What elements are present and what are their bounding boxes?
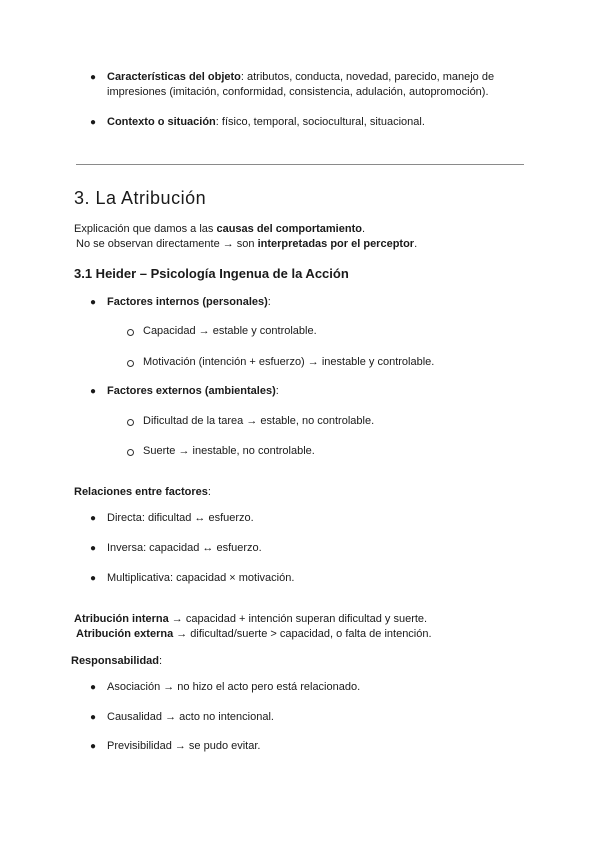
intro-line-1 bbox=[74, 222, 365, 237]
intro-bold: causas del comportamiento bbox=[216, 223, 362, 235]
responsibility-heading-bold: Responsabilidad bbox=[71, 655, 160, 667]
heading-suffix: : bbox=[207, 486, 211, 498]
bullet-dot: ● bbox=[90, 117, 97, 128]
intro-text: No se observan directamente → son bbox=[76, 238, 258, 250]
bullet-dot: ● bbox=[90, 297, 97, 308]
internal-attribution bbox=[74, 612, 427, 627]
external-attribution bbox=[76, 627, 432, 642]
bullet-dot: ● bbox=[90, 513, 97, 524]
list-item: Directa: dificultad ↔ esfuerzo. bbox=[107, 512, 254, 524]
list-item bbox=[107, 115, 425, 130]
term-context: Contexto o situación bbox=[107, 116, 216, 128]
intro-line-2 bbox=[76, 237, 417, 252]
list-item: Previsibilidad → se pudo evitar. bbox=[107, 740, 261, 752]
internal-attribution-text: → capacidad + intención superan dificultad y suerte. bbox=[168, 613, 428, 625]
horizontal-divider bbox=[76, 164, 524, 165]
intro-bold: interpretadas por el perceptor bbox=[257, 238, 415, 250]
item-text-continued: impresiones (imitación, conformidad, consistencia, adulación, autopromoción). bbox=[107, 86, 489, 98]
relations-heading bbox=[74, 485, 211, 500]
item-text: : físico, temporal, sociocultural, situacional. bbox=[215, 116, 425, 128]
responsibility-heading bbox=[71, 654, 162, 669]
group-label-external bbox=[107, 384, 279, 399]
term-object-characteristics: Características del objeto bbox=[107, 71, 241, 83]
external-attribution-text: → dificultad/suerte > capacidad, o falta de intención. bbox=[173, 628, 432, 640]
group-label-internal bbox=[107, 295, 271, 310]
group-label-suffix: : bbox=[267, 296, 271, 308]
bullet-dot: ● bbox=[90, 712, 97, 723]
list-item: Capacidad → estable y controlable. bbox=[143, 325, 317, 337]
circle-bullet bbox=[127, 449, 134, 456]
bullet-dot: ● bbox=[90, 72, 97, 83]
external-attribution-bold: Atribución externa bbox=[76, 628, 174, 640]
bullet-dot: ● bbox=[90, 682, 97, 693]
circle-bullet bbox=[127, 360, 134, 367]
list-item: Dificultad de la tarea → estable, no controlable. bbox=[143, 415, 375, 427]
intro-text: . bbox=[361, 223, 366, 235]
intro-text: Explicación que damos a las bbox=[74, 223, 217, 235]
list-item: Causalidad → acto no intencional. bbox=[107, 711, 274, 723]
circle-bullet bbox=[127, 329, 134, 336]
bullet-dot: ● bbox=[90, 573, 97, 584]
list-item: Motivación (intención + esfuerzo) → inestable y controlable. bbox=[143, 356, 435, 368]
item-text: : atributos, conducta, novedad, parecido, manejo de bbox=[240, 71, 495, 83]
intro-text: . bbox=[414, 238, 418, 250]
relations-heading-bold: Relaciones entre factores bbox=[74, 486, 208, 498]
list-item: Suerte → inestable, no controlable. bbox=[143, 445, 315, 457]
list-item: Asociación → no hizo el acto pero está relacionado. bbox=[107, 681, 361, 693]
bullet-dot: ● bbox=[90, 386, 97, 397]
section-title: 3. La Atribución bbox=[74, 188, 207, 208]
list-item: Inversa: capacidad ↔ esfuerzo. bbox=[107, 542, 262, 554]
internal-attribution-bold: Atribución interna bbox=[74, 613, 169, 625]
bullet-dot: ● bbox=[90, 741, 97, 752]
list-item bbox=[107, 70, 494, 85]
group-label-bold: Factores externos (ambientales) bbox=[107, 385, 276, 397]
heading-suffix: : bbox=[159, 655, 163, 667]
list-item: Multiplicativa: capacidad × motivación. bbox=[107, 572, 295, 584]
subsection-title: 3.1 Heider – Psicología Ingenua de la Acción bbox=[74, 266, 349, 281]
group-label-bold: Factores internos (personales) bbox=[107, 296, 268, 308]
group-label-suffix: : bbox=[275, 385, 279, 397]
circle-bullet bbox=[127, 419, 134, 426]
bullet-dot: ● bbox=[90, 543, 97, 554]
